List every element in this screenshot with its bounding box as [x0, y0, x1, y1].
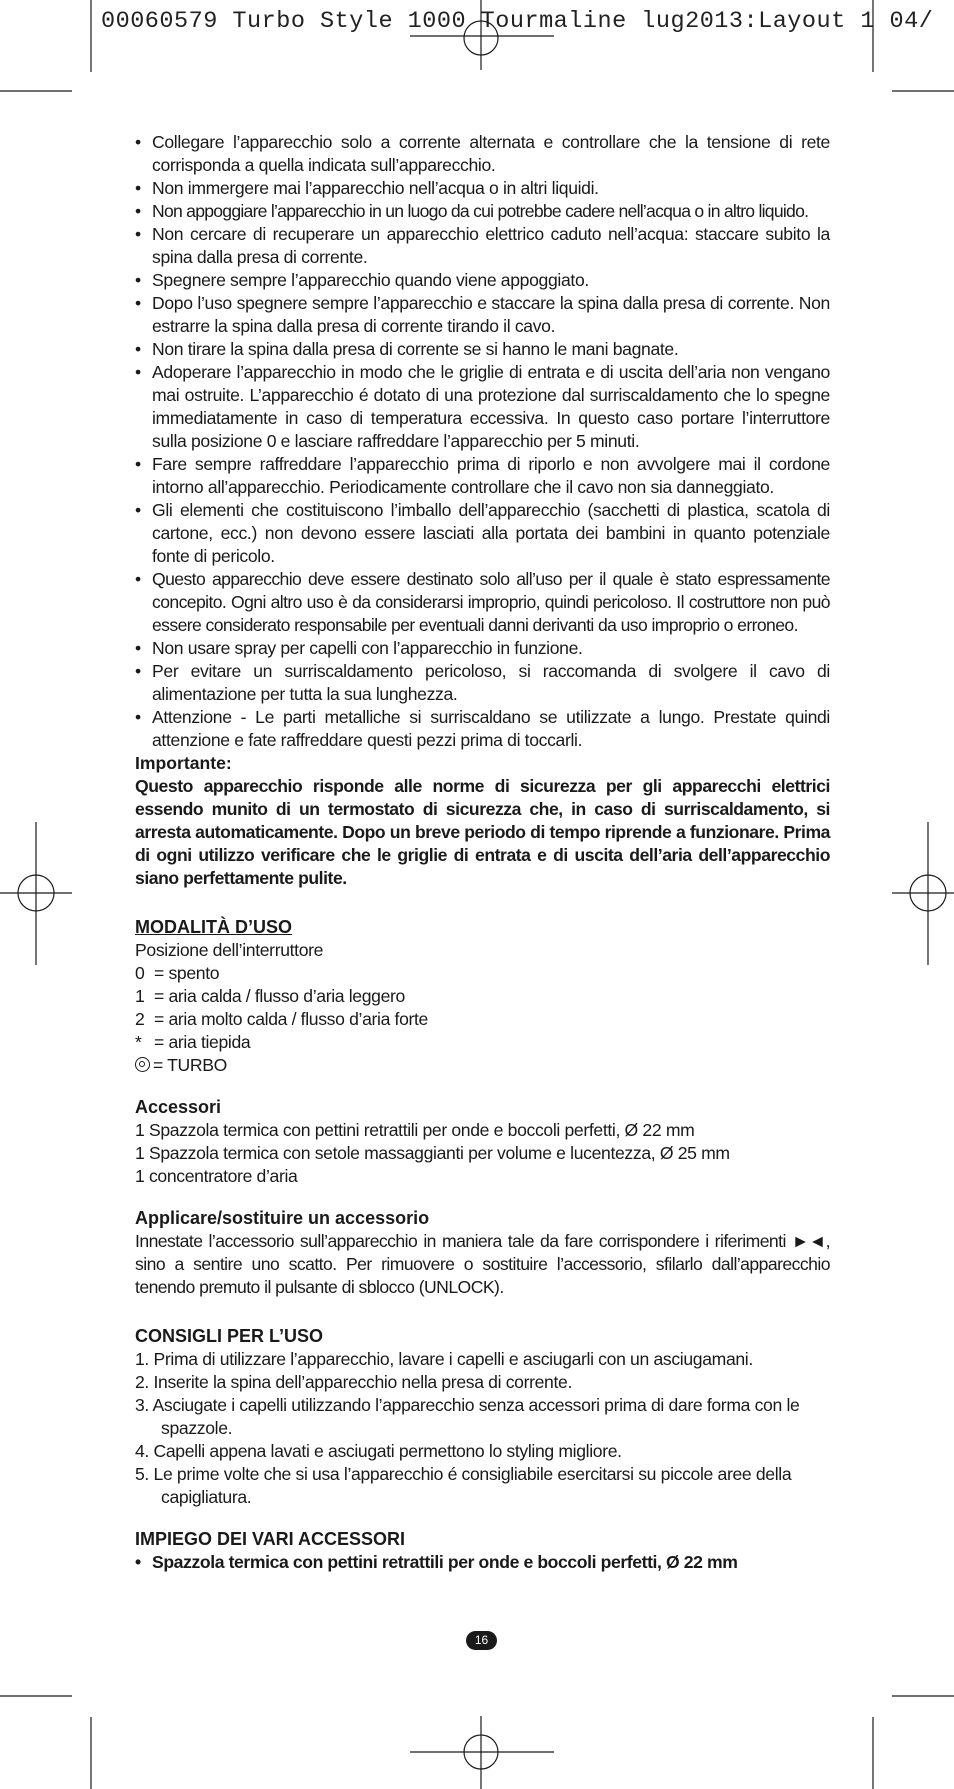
switch-position-text: = aria tiepida: [154, 1032, 251, 1052]
tip-item: 5. Le prime volte che si usa l’apparecchio é consigliabile esercitarsi su piccole aree della capigliatura.: [135, 1464, 792, 1507]
apply-accessory-heading: Applicare/sostituire un accessorio: [135, 1208, 430, 1228]
safety-item: • Spegnere sempre l’apparecchio quando viene appoggiato.: [135, 269, 830, 292]
switch-position-row: [135, 1031, 830, 1054]
switch-position-key: 2: [135, 1009, 145, 1029]
tip-item: 4. Capelli appena lavati e asciugati permettono lo styling migliore.: [135, 1441, 622, 1461]
safety-item: • Adoperare l’apparecchio in modo che le griglie di entrata e di uscita dell’aria non vengano mai ostruite. L’apparecchio é dotato di una protezione dal surriscaldamento che lo spegne immediatamente in caso di temperatura eccessiva. In questo caso portare l’interruttore sulla posizione 0 e lasciare raffreddare l’apparecchio per 5 minuti.: [135, 361, 830, 453]
tips-list: [135, 1348, 830, 1509]
switch-position-text: = spento: [154, 963, 220, 983]
safety-item: • Non appoggiare l’apparecchio in un luogo da cui potrebbe cadere nell’acqua o in altro liquido.: [135, 200, 830, 223]
accessory-item: 1 Spazzola termica con pettini retrattili per onde e boccoli perfetti, Ø 22 mm: [135, 1120, 695, 1140]
apply-accessory-body: Innestate l’accessorio sull’apparecchio in maniera tale da fare corrispondere i riferimenti ►◄, sino a sentire uno scatto. Per rimuovere o sostituire l’accessorio, sfilarlo dall’apparecchio tenendo premuto il pulsante di sblocco (UNLOCK).: [135, 1231, 830, 1297]
switch-positions-list: [135, 962, 830, 1077]
safety-item: • Gli elementi che costituiscono l’imballo dell’apparecchio (sacchetti di plastica, scatola di cartone, ecc.) non devono essere lasciati alla portata dei bambini in quanto potenziale fonte di pericolo.: [135, 499, 830, 568]
switch-position-row: [135, 985, 830, 1008]
spiral-turbo-icon: [135, 1057, 150, 1072]
switch-position-key: 1: [135, 986, 145, 1006]
safety-item: • Collegare l’apparecchio solo a corrente alternata e controllare che la tensione di rete corrisponda a quella indicata sull’apparecchio.: [135, 131, 830, 177]
important-title: Importante:: [135, 753, 232, 773]
switch-position-row: [135, 1054, 830, 1077]
tip-item: 3. Asciugate i capelli utilizzando l’apparecchio senza accessori prima di dare forma con le spazzole.: [135, 1395, 800, 1438]
manual-page-content: [135, 131, 830, 1574]
accessories-list: [135, 1119, 830, 1188]
page-number: 16: [466, 1631, 497, 1650]
switch-position-key: 0: [135, 963, 145, 983]
accessories-heading: Accessori: [135, 1097, 222, 1117]
safety-item: • Non immergere mai l’apparecchio nell’acqua o in altri liquidi.: [135, 177, 830, 200]
print-slug-line: 00060579 Turbo Style 1000 Tourmaline lug2013:Layout 1 04/: [101, 8, 934, 35]
safety-item: • Per evitare un surriscaldamento pericoloso, si raccomanda di svolgere il cavo di alimentazione per tutta la sua lunghezza.: [135, 660, 830, 706]
safety-item: • Non cercare di recuperare un apparecchio elettrico caduto nell’acqua: staccare subito la spina dalla presa di corrente.: [135, 223, 830, 269]
switch-position-text: = aria molto calda / flusso d’aria forte: [154, 1009, 428, 1029]
tip-item: 1. Prima di utilizzare l’apparecchio, lavare i capelli e asciugarli con un asciugamani.: [135, 1349, 753, 1369]
important-body: Questo apparecchio risponde alle norme di sicurezza per gli apparecchi elettrici essendo munito di un termostato di sicurezza che, in caso di surriscaldamento, si arresta automaticamente. Dopo un breve periodo di tempo riprende a funzionare. Prima di ogni utilizzo verificare che le griglie di entrata e di uscita dell’aria dell’apparecchio siano perfettamente pulite.: [135, 776, 830, 888]
tip-item: 2. Inserite la spina dell’apparecchio nella presa di corrente.: [135, 1372, 572, 1392]
safety-item: • Dopo l’uso spegnere sempre l’apparecchio e staccare la spina dalla presa di corrente. Non estrarre la spina dalla presa di corrente tirando il cavo.: [135, 292, 830, 338]
safety-item: • Fare sempre raffreddare l’apparecchio prima di riporlo e non avvolgere mai il cordone intorno all’apparecchio. Periodicamente controllare che il cavo non sia danneggiato.: [135, 453, 830, 499]
safety-instructions-list: [135, 131, 830, 752]
switch-position-text: = TURBO: [153, 1055, 227, 1075]
usage-heading: MODALITÀ D’USO: [135, 917, 292, 937]
tips-heading: CONSIGLI PER L’USO: [135, 1326, 324, 1346]
switch-position-key: *: [135, 1032, 142, 1052]
safety-item: • Non usare spray per capelli con l’apparecchio in funzione.: [135, 637, 830, 660]
accessory-use-heading: IMPIEGO DEI VARI ACCESSORI: [135, 1529, 406, 1549]
switch-position-text: = aria calda / flusso d’aria leggero: [154, 986, 405, 1006]
switch-position-row: [135, 1008, 830, 1031]
safety-item: • Attenzione - Le parti metalliche si surriscaldano se utilizzate a lungo. Prestate quindi attenzione e fate raffreddare questi pezzi prima di toccarli.: [135, 706, 830, 752]
accessory-use-item: • Spazzola termica con pettini retrattili per onde e boccoli perfetti, Ø 22 mm: [135, 1551, 830, 1574]
switch-position-row: [135, 962, 830, 985]
safety-item: • Non tirare la spina dalla presa di corrente se si hanno le mani bagnate.: [135, 338, 830, 361]
accessory-item: 1 Spazzola termica con setole massaggianti per volume e lucentezza, Ø 25 mm: [135, 1143, 730, 1163]
safety-item: • Questo apparecchio deve essere destinato solo all’uso per il quale è stato espressamente concepito. Ogni altro uso è da considerarsi improprio, quindi pericoloso. Il costruttore non può essere considerato responsabile per eventuali danni derivanti da uso improprio o erroneo.: [135, 568, 830, 637]
switch-position-intro: Posizione dell’interruttore: [135, 940, 324, 960]
accessory-item: 1 concentratore d’aria: [135, 1166, 298, 1186]
